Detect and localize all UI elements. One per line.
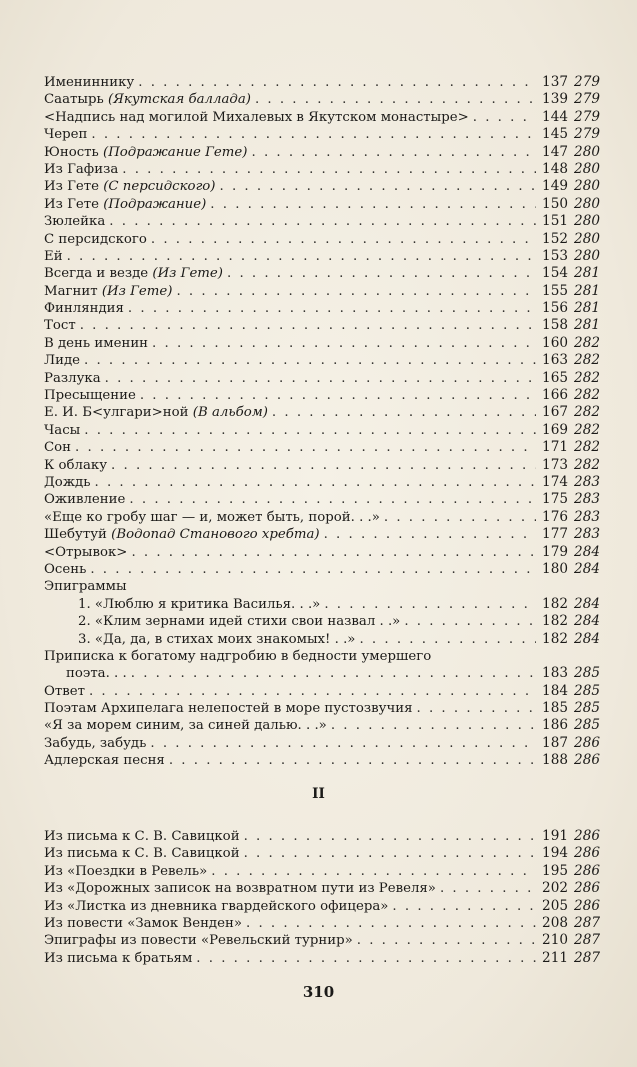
toc-heading bbox=[44, 578, 600, 595]
notes-page-number: 280 bbox=[574, 160, 600, 177]
leader-dots bbox=[384, 509, 536, 526]
leader-dots bbox=[219, 178, 536, 195]
toc-entry bbox=[44, 561, 600, 578]
toc-heading bbox=[44, 648, 600, 665]
toc-entry-title: Всегда и везде (Из Гете) bbox=[44, 266, 223, 282]
text-page-number: 152 bbox=[542, 230, 568, 247]
page-refs bbox=[540, 161, 600, 178]
toc-entry-subtitle: (Якутская баллада) bbox=[107, 92, 251, 108]
toc-entry-subtitle: (В альбом) bbox=[192, 405, 268, 421]
table-of-contents-part-1 bbox=[44, 74, 600, 770]
leader-dots bbox=[440, 880, 536, 897]
leader-dots bbox=[417, 700, 536, 717]
text-page-number: 188 bbox=[542, 752, 568, 769]
toc-entry-title: Е. И. Б<улгари>ной (В альбом) bbox=[44, 405, 268, 421]
page-refs bbox=[540, 317, 600, 334]
page-refs bbox=[540, 109, 600, 126]
notes-page-number: 282 bbox=[574, 352, 600, 369]
leader-dots bbox=[357, 932, 536, 949]
leader-dots bbox=[138, 74, 536, 91]
leader-dots bbox=[324, 596, 536, 613]
toc-entry bbox=[44, 317, 600, 334]
toc-entry bbox=[44, 352, 600, 369]
page-refs bbox=[540, 144, 600, 161]
leader-dots bbox=[91, 126, 536, 143]
page-refs bbox=[540, 474, 600, 491]
toc-entry-title: <Отрывок> bbox=[44, 544, 128, 560]
toc-entry-title: Имениннику bbox=[44, 75, 135, 90]
leader-dots bbox=[251, 144, 536, 161]
page-refs bbox=[540, 283, 600, 300]
toc-entry-title: Из письма к С. В. Савицкой bbox=[44, 846, 240, 862]
text-page-number: 149 bbox=[542, 178, 568, 195]
toc-entry bbox=[44, 544, 600, 561]
toc-entry-title: Эпиграфы из повести «Ревельский турнир» bbox=[44, 933, 353, 949]
notes-page-number: 279 bbox=[574, 108, 600, 125]
text-page-number: 167 bbox=[542, 404, 568, 421]
notes-page-number: 285 bbox=[574, 700, 600, 717]
toc-entry bbox=[44, 683, 600, 700]
text-page-number: 183 bbox=[542, 665, 568, 682]
toc-entry-title: Из «Дорожных записок на возвратном пути из Ревеля» bbox=[44, 881, 436, 897]
leader-dots bbox=[169, 752, 536, 769]
page-refs bbox=[540, 491, 600, 508]
toc-entry-title: Осень bbox=[44, 561, 87, 577]
page-refs bbox=[540, 196, 600, 213]
text-page-number: 166 bbox=[542, 387, 568, 404]
leader-dots bbox=[128, 300, 536, 317]
leader-dots bbox=[324, 526, 536, 543]
toc-entry-title: Юность (Подражание Гете) bbox=[44, 144, 248, 160]
toc-entry-subtitle: (С персидского) bbox=[103, 179, 216, 195]
toc-entry-title: В день именин bbox=[44, 335, 149, 351]
leader-dots bbox=[211, 863, 536, 880]
page-refs bbox=[540, 544, 600, 561]
toc-entry-subtitle: (Подражание Гете) bbox=[103, 144, 248, 160]
notes-page-number: 283 bbox=[574, 526, 600, 543]
leader-dots bbox=[109, 213, 536, 230]
notes-page-number: 286 bbox=[574, 897, 600, 914]
toc-entry-title: Оживление bbox=[44, 492, 126, 508]
toc-entry bbox=[44, 457, 600, 474]
text-page-number: 147 bbox=[542, 143, 568, 160]
notes-page-number: 282 bbox=[574, 439, 600, 456]
toc-entry-title: 1. «Люблю я критика Василья. . .» bbox=[78, 596, 321, 612]
toc-entry bbox=[44, 248, 600, 265]
leader-dots bbox=[210, 196, 536, 213]
toc-entry bbox=[44, 265, 600, 282]
page-refs bbox=[540, 613, 600, 630]
toc-entry-title: Из Гете (С персидского) bbox=[44, 179, 216, 195]
notes-page-number: 280 bbox=[574, 178, 600, 195]
toc-entry-title: Адлерская песня bbox=[44, 753, 165, 769]
page-refs bbox=[540, 370, 600, 387]
page-refs bbox=[540, 526, 600, 543]
toc-entry bbox=[44, 613, 600, 630]
page-refs bbox=[540, 404, 600, 421]
toc-entry bbox=[44, 880, 600, 897]
toc-entry bbox=[44, 735, 600, 752]
toc-entry-title: Приписка к богатому надгробию в бедности умершего bbox=[44, 648, 432, 664]
leader-dots bbox=[152, 335, 536, 352]
page-refs bbox=[540, 735, 600, 752]
text-page-number: 211 bbox=[542, 949, 568, 966]
page-refs bbox=[540, 74, 600, 91]
text-page-number: 194 bbox=[542, 845, 568, 862]
text-page-number: 182 bbox=[542, 630, 568, 647]
text-page-number: 144 bbox=[542, 108, 568, 125]
page-refs bbox=[540, 717, 600, 734]
notes-page-number: 287 bbox=[574, 949, 600, 966]
toc-entry-title: Часы bbox=[44, 422, 81, 438]
page-refs bbox=[540, 91, 600, 108]
text-page-number: 174 bbox=[542, 473, 568, 490]
notes-page-number: 281 bbox=[574, 265, 600, 282]
leader-dots bbox=[272, 404, 536, 421]
leader-dots bbox=[244, 845, 536, 862]
toc-entry-subtitle: (Водопад Станового хребта) bbox=[111, 527, 320, 543]
toc-entry bbox=[44, 950, 600, 967]
toc-entry bbox=[44, 404, 600, 421]
page-refs bbox=[540, 631, 600, 648]
toc-entry bbox=[44, 752, 600, 769]
toc-entry-title: Лиде bbox=[44, 353, 81, 369]
leader-dots bbox=[129, 491, 536, 508]
toc-entry bbox=[44, 717, 600, 734]
leader-dots bbox=[359, 631, 536, 648]
text-page-number: 145 bbox=[542, 126, 568, 143]
leader-dots bbox=[80, 317, 536, 334]
page-refs bbox=[540, 387, 600, 404]
text-page-number: 208 bbox=[542, 914, 568, 931]
toc-entry bbox=[44, 631, 600, 648]
notes-page-number: 282 bbox=[574, 404, 600, 421]
text-page-number: 171 bbox=[542, 439, 568, 456]
notes-page-number: 287 bbox=[574, 914, 600, 931]
text-page-number: 179 bbox=[542, 543, 568, 560]
notes-page-number: 281 bbox=[574, 317, 600, 334]
toc-entry-title: Из Гафиза bbox=[44, 161, 119, 177]
toc-entry bbox=[44, 370, 600, 387]
notes-page-number: 282 bbox=[574, 421, 600, 438]
leader-dots bbox=[84, 352, 536, 369]
text-page-number: 175 bbox=[542, 491, 568, 508]
page-refs bbox=[540, 300, 600, 317]
text-page-number: 148 bbox=[542, 160, 568, 177]
text-page-number: 173 bbox=[542, 456, 568, 473]
toc-entry-title: Финляндия bbox=[44, 301, 124, 317]
toc-entry-title: Зюлейка bbox=[44, 214, 106, 230]
page-refs bbox=[540, 561, 600, 578]
toc-entry bbox=[44, 196, 600, 213]
page-refs bbox=[540, 898, 600, 915]
notes-page-number: 286 bbox=[574, 752, 600, 769]
notes-page-number: 286 bbox=[574, 828, 600, 844]
toc-entry bbox=[44, 178, 600, 195]
page-refs bbox=[540, 845, 600, 862]
toc-entry-title: Тост bbox=[44, 318, 76, 334]
leader-dots bbox=[331, 717, 536, 734]
leader-dots bbox=[84, 422, 536, 439]
toc-entry-title: 3. «Да, да, в стихах моих знакомых! . .» bbox=[78, 631, 356, 647]
notes-page-number: 285 bbox=[574, 682, 600, 699]
leader-dots bbox=[131, 665, 536, 682]
text-page-number: 191 bbox=[542, 828, 568, 844]
toc-entry-title: «Я за морем синим, за синей далью. . .» bbox=[44, 718, 327, 734]
toc-entry-title: Сон bbox=[44, 440, 72, 456]
notes-page-number: 282 bbox=[574, 369, 600, 386]
toc-entry bbox=[44, 863, 600, 880]
toc-entry-subtitle: (Из Гете) bbox=[152, 266, 223, 282]
toc-entry bbox=[44, 665, 600, 682]
text-page-number: 210 bbox=[542, 932, 568, 949]
text-page-number: 158 bbox=[542, 317, 568, 334]
notes-page-number: 280 bbox=[574, 195, 600, 212]
notes-page-number: 286 bbox=[574, 880, 600, 897]
notes-page-number: 283 bbox=[574, 473, 600, 490]
text-page-number: 184 bbox=[542, 682, 568, 699]
toc-entry-title: поэта. . . bbox=[66, 666, 127, 682]
notes-page-number: 279 bbox=[574, 91, 600, 108]
notes-page-number: 285 bbox=[574, 665, 600, 682]
toc-entry-title: Дождь bbox=[44, 474, 91, 490]
notes-page-number: 286 bbox=[574, 862, 600, 879]
page-refs bbox=[540, 231, 600, 248]
page-refs bbox=[540, 265, 600, 282]
toc-entry-title: Из письма к братьям bbox=[44, 950, 193, 966]
notes-page-number: 281 bbox=[574, 282, 600, 299]
text-page-number: 202 bbox=[542, 880, 568, 897]
leader-dots bbox=[404, 613, 536, 630]
toc-entry-title: Шебутуй (Водопад Станового хребта) bbox=[44, 527, 320, 543]
notes-page-number: 280 bbox=[574, 213, 600, 230]
leader-dots bbox=[244, 828, 536, 845]
notes-page-number: 284 bbox=[574, 630, 600, 647]
page-refs bbox=[540, 509, 600, 526]
text-page-number: 139 bbox=[542, 91, 568, 108]
text-page-number: 182 bbox=[542, 613, 568, 630]
notes-page-number: 281 bbox=[574, 300, 600, 317]
toc-entry bbox=[44, 422, 600, 439]
toc-entry-title: Эпиграммы bbox=[44, 579, 127, 595]
text-page-number: 156 bbox=[542, 300, 568, 317]
leader-dots bbox=[140, 387, 536, 404]
toc-entry-subtitle: (Подражание) bbox=[103, 196, 207, 212]
notes-page-number: 282 bbox=[574, 456, 600, 473]
notes-page-number: 287 bbox=[574, 932, 600, 949]
toc-entry-title: Из «Листка из дневника гвардейского офицера» bbox=[44, 898, 389, 914]
notes-page-number: 282 bbox=[574, 387, 600, 404]
leader-dots bbox=[255, 91, 536, 108]
toc-entry bbox=[44, 596, 600, 613]
toc-entry-title: 2. «Клим зернами идей стихи свои назвал . .» bbox=[78, 614, 401, 630]
page-number: 310 bbox=[302, 983, 335, 1001]
page-refs bbox=[540, 213, 600, 230]
notes-page-number: 284 bbox=[574, 560, 600, 577]
notes-page-number: 280 bbox=[574, 143, 600, 160]
toc-entry-title: Саатырь (Якутская баллада) bbox=[44, 92, 251, 108]
text-page-number: 163 bbox=[542, 352, 568, 369]
page-refs bbox=[540, 178, 600, 195]
text-page-number: 153 bbox=[542, 247, 568, 264]
text-page-number: 169 bbox=[542, 421, 568, 438]
toc-entry bbox=[44, 898, 600, 915]
toc-entry bbox=[44, 491, 600, 508]
notes-page-number: 280 bbox=[574, 247, 600, 264]
toc-entry bbox=[44, 387, 600, 404]
toc-entry-title: Из повести «Замок Венден» bbox=[44, 915, 242, 931]
toc-entry-title: Разлука bbox=[44, 370, 101, 386]
toc-entry bbox=[44, 109, 600, 126]
notes-page-number: 282 bbox=[574, 334, 600, 351]
leader-dots bbox=[94, 474, 536, 491]
text-page-number: 195 bbox=[542, 862, 568, 879]
toc-entry bbox=[44, 283, 600, 300]
toc-entry bbox=[44, 845, 600, 862]
notes-page-number: 284 bbox=[574, 543, 600, 560]
toc-entry bbox=[44, 915, 600, 932]
page-refs bbox=[540, 915, 600, 932]
page-refs bbox=[540, 352, 600, 369]
toc-entry bbox=[44, 828, 600, 845]
page-refs bbox=[540, 457, 600, 474]
toc-entry bbox=[44, 91, 600, 108]
toc-entry bbox=[44, 126, 600, 143]
toc-entry bbox=[44, 144, 600, 161]
text-page-number: 177 bbox=[542, 526, 568, 543]
page-refs bbox=[540, 596, 600, 613]
text-page-number: 186 bbox=[542, 717, 568, 734]
page-refs bbox=[540, 422, 600, 439]
toc-entry-title: С персидского bbox=[44, 231, 147, 247]
toc-entry bbox=[44, 300, 600, 317]
toc-entry-title: Ей bbox=[44, 248, 63, 264]
leader-dots bbox=[105, 370, 536, 387]
toc-entry-title: Поэтам Архипелага нелепостей в море пустозвучия bbox=[44, 701, 413, 717]
text-page-number: 155 bbox=[542, 282, 568, 299]
toc-entry bbox=[44, 509, 600, 526]
text-page-number: 182 bbox=[542, 595, 568, 612]
page-refs bbox=[540, 335, 600, 352]
page-refs bbox=[540, 248, 600, 265]
toc-entry bbox=[44, 74, 600, 91]
leader-dots bbox=[67, 248, 536, 265]
page-refs bbox=[540, 439, 600, 456]
section-heading-roman-two: II bbox=[312, 786, 325, 802]
leader-dots bbox=[122, 161, 536, 178]
leader-dots bbox=[90, 561, 536, 578]
notes-page-number: 279 bbox=[574, 74, 600, 90]
toc-entry bbox=[44, 474, 600, 491]
notes-page-number: 283 bbox=[574, 508, 600, 525]
text-page-number: 151 bbox=[542, 213, 568, 230]
toc-entry-subtitle: (Из Гете) bbox=[101, 283, 173, 299]
text-page-number: 160 bbox=[542, 334, 568, 351]
notes-page-number: 284 bbox=[574, 595, 600, 612]
toc-entry bbox=[44, 700, 600, 717]
leader-dots bbox=[246, 915, 536, 932]
leader-dots bbox=[75, 439, 536, 456]
toc-entry bbox=[44, 526, 600, 543]
page-refs bbox=[540, 665, 600, 682]
page-refs bbox=[540, 752, 600, 769]
toc-entry bbox=[44, 161, 600, 178]
toc-entry-title: <Надпись над могилой Михалевых в Якутском монастыре> bbox=[44, 109, 469, 125]
leader-dots bbox=[151, 231, 536, 248]
text-page-number: 165 bbox=[542, 369, 568, 386]
text-page-number: 180 bbox=[542, 560, 568, 577]
leader-dots bbox=[150, 735, 536, 752]
leader-dots bbox=[392, 898, 536, 915]
toc-entry bbox=[44, 213, 600, 230]
toc-entry-title: Магнит (Из Гете) bbox=[44, 283, 173, 299]
notes-page-number: 286 bbox=[574, 845, 600, 862]
leader-dots bbox=[176, 283, 536, 300]
text-page-number: 137 bbox=[542, 74, 568, 90]
page-refs bbox=[540, 700, 600, 717]
text-page-number: 176 bbox=[542, 508, 568, 525]
text-page-number: 185 bbox=[542, 700, 568, 717]
toc-entry-title: Ответ bbox=[44, 683, 85, 699]
page-refs bbox=[540, 683, 600, 700]
leader-dots bbox=[111, 457, 536, 474]
page-refs bbox=[540, 828, 600, 845]
notes-page-number: 280 bbox=[574, 230, 600, 247]
toc-entry-title: «Еще ко гробу шаг — и, может быть, порой. . .» bbox=[44, 509, 380, 525]
notes-page-number: 285 bbox=[574, 717, 600, 734]
toc-entry bbox=[44, 932, 600, 949]
toc-entry-title: Из «Поездки в Ревель» bbox=[44, 863, 208, 879]
leader-dots bbox=[227, 265, 536, 282]
leader-dots bbox=[89, 683, 536, 700]
text-page-number: 187 bbox=[542, 734, 568, 751]
page-refs bbox=[540, 863, 600, 880]
page-refs bbox=[540, 932, 600, 949]
toc-entry bbox=[44, 439, 600, 456]
table-of-contents-part-2 bbox=[44, 828, 600, 967]
toc-entry-title: Пресыщение bbox=[44, 388, 136, 404]
text-page-number: 205 bbox=[542, 897, 568, 914]
page-refs bbox=[540, 880, 600, 897]
leader-dots bbox=[196, 950, 536, 967]
toc-entry-title: Забудь, забудь bbox=[44, 735, 147, 751]
toc-entry bbox=[44, 335, 600, 352]
leader-dots bbox=[473, 109, 536, 126]
toc-entry bbox=[44, 231, 600, 248]
notes-page-number: 286 bbox=[574, 734, 600, 751]
toc-entry-title: Из Гете (Подражание) bbox=[44, 196, 207, 212]
leader-dots bbox=[131, 544, 536, 561]
notes-page-number: 284 bbox=[574, 613, 600, 630]
text-page-number: 154 bbox=[542, 265, 568, 282]
notes-page-number: 283 bbox=[574, 491, 600, 508]
notes-page-number: 279 bbox=[574, 126, 600, 143]
text-page-number: 150 bbox=[542, 195, 568, 212]
toc-entry-title: Из письма к С. В. Савицкой bbox=[44, 829, 240, 844]
toc-entry-title: Череп bbox=[44, 127, 88, 143]
page-refs bbox=[540, 126, 600, 143]
page-refs bbox=[540, 950, 600, 967]
toc-entry-title: К облаку bbox=[44, 457, 108, 473]
